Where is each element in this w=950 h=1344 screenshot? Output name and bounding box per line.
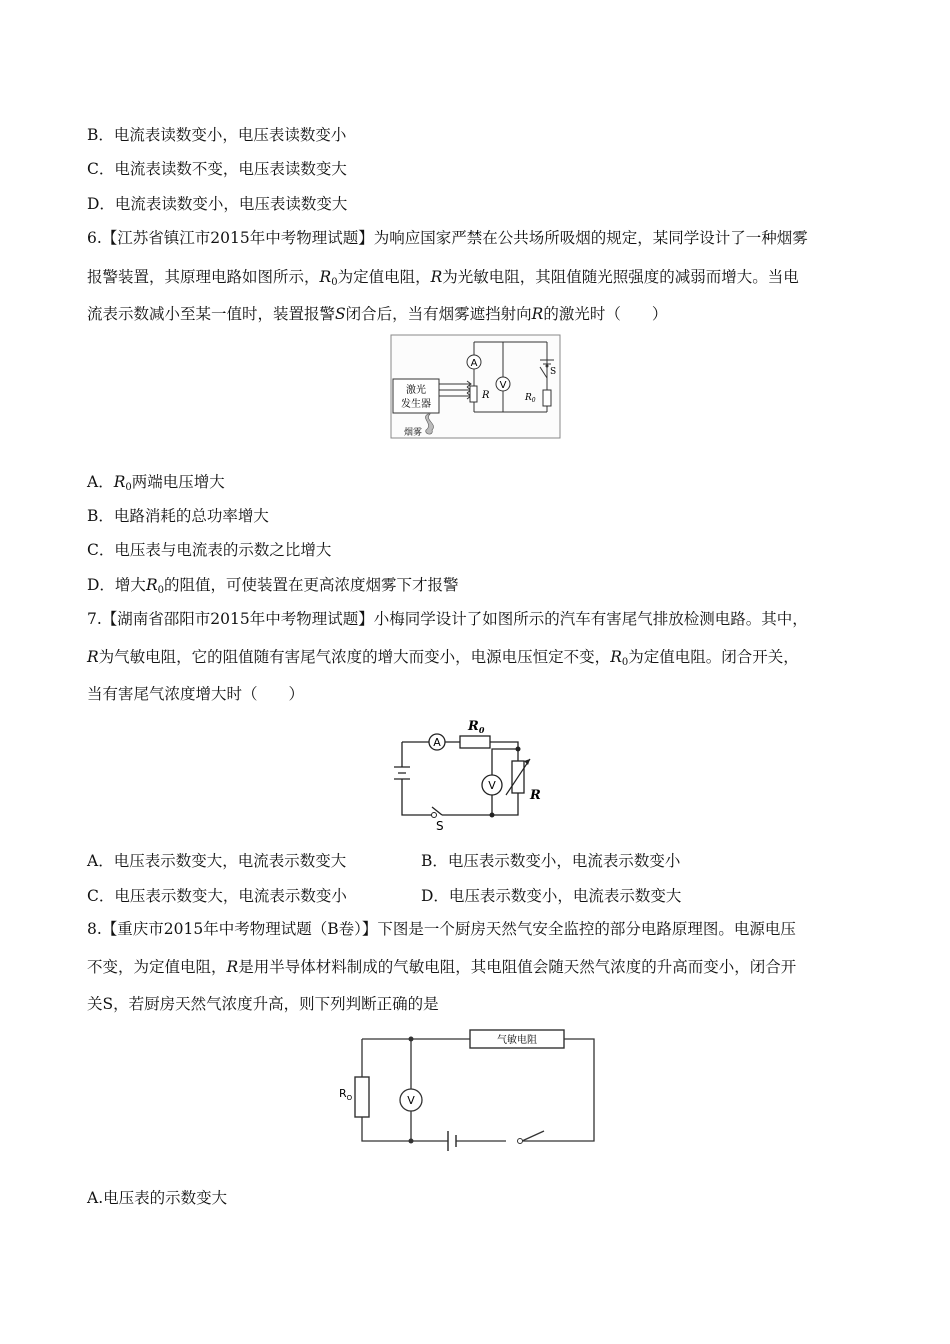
q8-voltmeter-label: V	[407, 1094, 415, 1107]
q6-laser-label-2: 发生器	[401, 399, 431, 410]
q7-option-a: A．电压表示数变大，电流表示数变大	[87, 852, 347, 870]
q6-number: 6.	[87, 229, 102, 247]
q8-r0-label: $R_O$	[339, 1087, 353, 1102]
q6-r-label: R	[482, 390, 490, 401]
q7-switch-label: S	[436, 819, 444, 833]
q6-voltmeter-label: V	[499, 380, 507, 391]
q6-ammeter-label: A	[470, 358, 478, 369]
q6-source: 【江苏省镇江市2015年中考物理试题】	[101, 229, 374, 247]
q8-stem-line-1: 8.【重庆市2015年中考物理试题（B卷）】下图是一个厨房天然气安全监控的部分电路原理图。电源电压	[87, 920, 796, 938]
q6-r0-label: $R_0$	[525, 393, 536, 404]
q6-stem-line-3: 流表示数减小至某一值时，装置报警S闭合后，当有烟雾遮挡射向R的激光时（ ）	[87, 305, 668, 323]
q7-circuit-diagram	[390, 713, 560, 833]
q7-option-b: B．电压表示数变小，电流表示数变小	[421, 852, 681, 870]
q5-option-b: B．电流表读数变小，电压表读数变小	[87, 126, 347, 144]
q6-circuit-diagram	[390, 334, 562, 440]
q7-option-d: D．电压表示数变小，电流表示数变大	[421, 887, 682, 905]
q7-r0-label: $R_0$	[468, 719, 485, 735]
q8-circuit-diagram	[338, 1027, 600, 1151]
q5-option-d: D．电流表读数变小，电压表读数变大	[87, 195, 348, 213]
q6-option-a: A．$R_0$两端电压增大	[87, 473, 225, 493]
q7-voltmeter-label: V	[488, 779, 496, 792]
q8-number: 8.	[87, 920, 102, 938]
q6-option-c: C．电压表与电流表的示数之比增大	[87, 541, 332, 559]
q8-stem-line-2: 不变，为定值电阻，R是用半导体材料制成的气敏电阻，其电阻值会随天然气浓度的升高而变小，闭合开	[87, 958, 797, 976]
q6-laser-label-1: 激光	[406, 385, 426, 396]
q7-source: 【湖南省邵阳市2015年中考物理试题】	[101, 610, 374, 628]
q7-stem-line-3: 当有害尾气浓度增大时（ ）	[87, 685, 305, 703]
q8-option-a: A.电压表的示数变大	[87, 1189, 228, 1207]
q7-stem-line-1: 7.【湖南省邵阳市2015年中考物理试题】小梅同学设计了如图所示的汽车有害尾气排放检测电路。其中，	[87, 610, 808, 628]
q6-stem-line-1: 6.【江苏省镇江市2015年中考物理试题】为响应国家严禁在公共场所吸烟的规定，某同学设计了一种烟雾	[87, 229, 808, 247]
q7-r-label: R	[530, 788, 541, 803]
q6-stem-line-2: 报警装置，其原理电路如图所示，$R_0$为定值电阻，R为光敏电阻，其阻值随光照强度的减弱而增大。当电	[87, 268, 799, 288]
q7-option-c: C．电压表示数变大，电流表示数变小	[87, 887, 347, 905]
q5-option-c: C．电流表读数不变，电压表读数变大	[87, 160, 347, 178]
q6-smoke-label: 烟雾	[404, 428, 423, 438]
q6-option-d: D．增大$R_0$的阻值，可使装置在更高浓度烟雾下才报警	[87, 576, 459, 596]
q8-stem-line-3: 关S，若厨房天然气浓度升高，则下列判断正确的是	[87, 995, 439, 1013]
q8-source: 【重庆市2015年中考物理试题（B卷）】	[101, 920, 378, 938]
q8-gas-resistor-label: 气敏电阻	[497, 1035, 537, 1046]
q6-option-b: B．电路消耗的总功率增大	[87, 507, 269, 525]
q6-switch-label: S	[550, 367, 557, 377]
q7-number: 7.	[87, 610, 102, 628]
q7-ammeter-label: A	[433, 736, 441, 749]
q7-stem-line-2: R为气敏电阻，它的阻值随有害尾气浓度的增大而变小，电源电压恒定不变，$R_0$为定值电阻。闭合开关，	[87, 648, 799, 668]
